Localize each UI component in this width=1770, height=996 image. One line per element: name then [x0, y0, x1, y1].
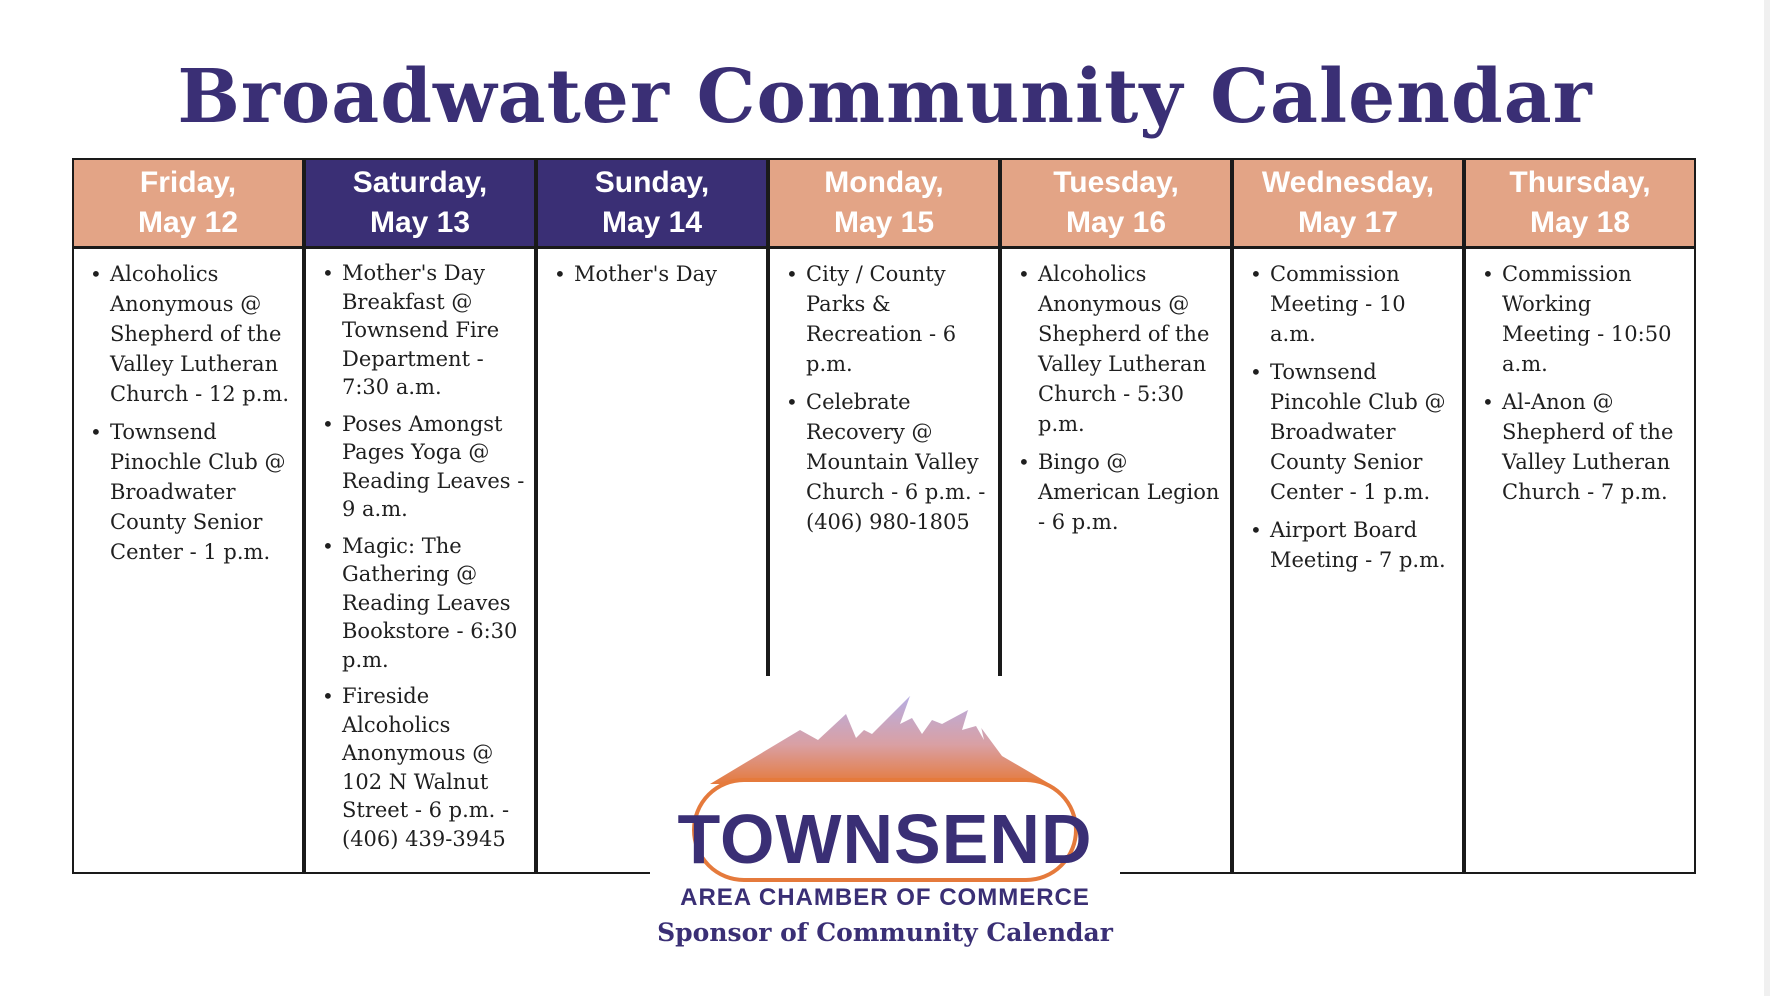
day-header	[1466, 160, 1694, 249]
day-date: May 16	[1065, 206, 1167, 239]
event-item: • City / County Parks & Recreation - 6 p.m.	[786, 259, 990, 379]
event-list	[538, 249, 766, 289]
event-item: • Townsend Pincohle Club @ Broadwater County Senior Center - 1 p.m.	[1250, 357, 1454, 507]
day-header	[74, 160, 302, 249]
day-name: Tuesday,	[1053, 166, 1179, 199]
event-list	[306, 249, 534, 853]
page-edge	[1764, 0, 1770, 996]
event-item: • Commission Working Meeting - 10:50 a.m.	[1482, 259, 1686, 379]
day-header	[770, 160, 998, 249]
day-date: May 15	[833, 206, 935, 239]
day-header	[1234, 160, 1462, 249]
day-date: May 13	[369, 206, 471, 239]
event-item: • Commission Meeting - 10 a.m.	[1250, 259, 1454, 349]
day-name: Thursday,	[1509, 166, 1651, 199]
event-item: • Mother's Day	[554, 259, 758, 289]
day-name: Saturday,	[352, 166, 488, 199]
day-column-friday	[72, 158, 304, 874]
day-name: Monday,	[824, 166, 944, 199]
event-item: • Al-Anon @ Shepherd of the Valley Lutheran Church - 7 p.m.	[1482, 387, 1686, 507]
day-name: Friday,	[139, 166, 237, 199]
day-column-wednesday	[1232, 158, 1464, 874]
day-date: May 18	[1529, 206, 1631, 239]
logo-subtitle: AREA CHAMBER OF COMMERCE	[680, 884, 1090, 911]
page-title: Broadwater Community Calendar	[177, 54, 1593, 140]
event-item: • Airport Board Meeting - 7 p.m.	[1250, 515, 1454, 575]
day-name: Wednesday,	[1261, 166, 1435, 199]
event-item: • Alcoholics Anonymous @ Shepherd of the Valley Lutheran Church - 5:30 p.m.	[1018, 259, 1222, 439]
event-item: • Poses Amongst Pages Yoga @ Reading Leaves - 9 a.m.	[322, 410, 526, 524]
sponsor-text: Sponsor of Community Calendar	[657, 918, 1113, 947]
day-header	[538, 160, 766, 249]
event-item: • Townsend Pinochle Club @ Broadwater County Senior Center - 1 p.m.	[90, 417, 294, 567]
event-item: • Fireside Alcoholics Anonymous @ 102 N Walnut Street - 6 p.m. - (406) 439-3945	[322, 682, 526, 853]
day-column-thursday	[1464, 158, 1696, 874]
event-list	[74, 249, 302, 567]
event-item: • Celebrate Recovery @ Mountain Valley Church - 6 p.m. - (406) 980-1805	[786, 387, 990, 537]
day-column-saturday	[304, 158, 536, 874]
logo-brand-text: TOWNSEND	[677, 800, 1093, 878]
event-item: • Magic: The Gathering @ Reading Leaves Bookstore - 6:30 p.m.	[322, 532, 526, 675]
event-list	[1234, 249, 1462, 575]
day-header	[1002, 160, 1230, 249]
day-date: May 14	[601, 206, 703, 239]
event-list	[1466, 249, 1694, 507]
event-item: • Alcoholics Anonymous @ Shepherd of the Valley Lutheran Church - 12 p.m.	[90, 259, 294, 409]
event-item: • Mother's Day Breakfast @ Townsend Fire Department - 7:30 a.m.	[322, 259, 526, 402]
day-date: May 17	[1297, 206, 1399, 239]
event-list	[770, 249, 998, 537]
day-name: Sunday,	[594, 166, 710, 199]
event-list	[1002, 249, 1230, 537]
day-header	[306, 160, 534, 249]
event-item: • Bingo @ American Legion - 6 p.m.	[1018, 447, 1222, 537]
day-date: May 12	[137, 206, 239, 239]
